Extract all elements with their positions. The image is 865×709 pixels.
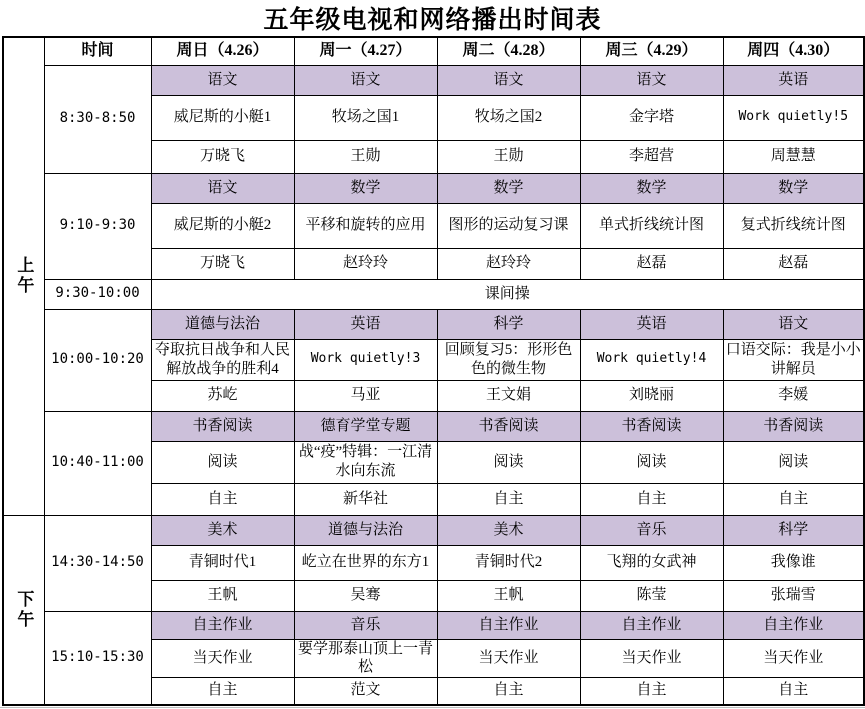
time-cell: 14:30-14:50: [44, 515, 151, 611]
teacher-cell: 新华社: [294, 483, 437, 515]
program-cell: 青铜时代2: [437, 545, 580, 580]
subject-cell: 语文: [151, 173, 294, 203]
subject-cell: 语文: [723, 309, 864, 339]
teacher-cell: 张瑞雪: [723, 580, 864, 611]
teacher-cell: 赵磊: [723, 248, 864, 279]
teacher-cell: 自主: [437, 678, 580, 705]
subject-row: [3, 65, 864, 95]
program-cell: 阅读: [723, 441, 864, 483]
header-row: [3, 37, 864, 65]
program-cell: 金字塔: [580, 95, 723, 140]
teacher-cell: 陈莹: [580, 580, 723, 611]
subject-cell: 书香阅读: [437, 411, 580, 441]
program-cell: 威尼斯的小艇2: [151, 203, 294, 248]
program-cell: 当天作业: [437, 639, 580, 678]
teacher-cell: 吴骞: [294, 580, 437, 611]
teacher-cell: 自主: [723, 483, 864, 515]
break-row: [3, 279, 864, 309]
subject-cell: 自主作业: [151, 611, 294, 639]
subject-cell: 道德与法治: [151, 309, 294, 339]
teacher-cell: 赵磊: [580, 248, 723, 279]
subject-cell: 书香阅读: [723, 411, 864, 441]
time-cell: 10:00-10:20: [44, 309, 151, 411]
subject-row: [3, 309, 864, 339]
teacher-cell: 李媛: [723, 380, 864, 411]
subject-cell: 书香阅读: [151, 411, 294, 441]
teacher-cell: 王勋: [437, 140, 580, 173]
teacher-cell: 范文: [294, 678, 437, 705]
teacher-cell: 王勋: [294, 140, 437, 173]
subject-row: [3, 173, 864, 203]
program-cell: 要学那泰山顶上一青松: [294, 639, 437, 678]
teacher-cell: 万晓飞: [151, 248, 294, 279]
subject-cell: 数学: [437, 173, 580, 203]
program-cell: 阅读: [437, 441, 580, 483]
subject-cell: 语文: [580, 65, 723, 95]
program-cell: 威尼斯的小艇1: [151, 95, 294, 140]
program-cell: Work quietly!4: [580, 339, 723, 380]
subject-cell: 德育学堂专题: [294, 411, 437, 441]
day-header-wed: 周三（4.29）: [580, 37, 723, 65]
program-cell: Work quietly!5: [723, 95, 864, 140]
program-cell: 我像谁: [723, 545, 864, 580]
teacher-cell: 自主: [580, 483, 723, 515]
subject-row: [3, 515, 864, 545]
subject-cell: 数学: [723, 173, 864, 203]
subject-cell: 语文: [437, 65, 580, 95]
program-cell: 牧场之国2: [437, 95, 580, 140]
break-cell: 课间操: [151, 279, 864, 309]
subject-cell: 语文: [294, 65, 437, 95]
day-header-thu: 周四（4.30）: [723, 37, 864, 65]
subject-row: [3, 611, 864, 639]
program-cell: 当天作业: [723, 639, 864, 678]
subject-cell: 英语: [723, 65, 864, 95]
time-cell: 15:10-15:30: [44, 611, 151, 705]
program-cell: 青铜时代1: [151, 545, 294, 580]
program-cell: 飞翔的女武神: [580, 545, 723, 580]
teacher-cell: 苏屹: [151, 380, 294, 411]
subject-cell: 美术: [151, 515, 294, 545]
teacher-cell: 自主: [580, 678, 723, 705]
teacher-cell: 王帆: [437, 580, 580, 611]
subject-cell: 音乐: [294, 611, 437, 639]
teacher-cell: 自主: [437, 483, 580, 515]
program-cell: 战“疫”特辑：一江清水向东流: [294, 441, 437, 483]
program-cell: 当天作业: [151, 639, 294, 678]
day-header-tue: 周二（4.28）: [437, 37, 580, 65]
teacher-cell: 自主: [723, 678, 864, 705]
time-cell: 8:30-8:50: [44, 65, 151, 173]
subject-cell: 语文: [151, 65, 294, 95]
day-header-mon: 周一（4.27）: [294, 37, 437, 65]
grid-line: [0, 707, 865, 708]
time-cell: 9:30-10:00: [44, 279, 151, 309]
afternoon-label: 下午: [3, 515, 44, 705]
subject-cell: 音乐: [580, 515, 723, 545]
time-cell: 10:40-11:00: [44, 411, 151, 515]
teacher-cell: 周慧慧: [723, 140, 864, 173]
teacher-cell: 赵玲玲: [294, 248, 437, 279]
subject-cell: 自主作业: [437, 611, 580, 639]
morning-label: 上午: [3, 37, 44, 515]
subject-cell: 美术: [437, 515, 580, 545]
program-cell: 图形的运动复习课: [437, 203, 580, 248]
teacher-cell: 王文娟: [437, 380, 580, 411]
program-cell: 复式折线统计图: [723, 203, 864, 248]
teacher-cell: 刘晓丽: [580, 380, 723, 411]
subject-row: [3, 411, 864, 441]
subject-cell: 数学: [294, 173, 437, 203]
teacher-cell: 李超营: [580, 140, 723, 173]
subject-cell: 英语: [294, 309, 437, 339]
time-cell: 9:10-9:30: [44, 173, 151, 279]
program-cell: 当天作业: [580, 639, 723, 678]
teacher-cell: 自主: [151, 483, 294, 515]
subject-cell: 科学: [723, 515, 864, 545]
subject-cell: 数学: [580, 173, 723, 203]
day-header-sun: 周日（4.26）: [151, 37, 294, 65]
program-cell: 牧场之国1: [294, 95, 437, 140]
subject-cell: 科学: [437, 309, 580, 339]
subject-cell: 自主作业: [580, 611, 723, 639]
page-title: 五年级电视和网络播出时间表: [263, 7, 602, 34]
program-cell: 回顾复习5：形形色色的微生物: [437, 339, 580, 380]
program-cell: 阅读: [151, 441, 294, 483]
title-bar: [0, 0, 865, 36]
teacher-cell: 马亚: [294, 380, 437, 411]
teacher-cell: 万晓飞: [151, 140, 294, 173]
program-cell: 夺取抗日战争和人民解放战争的胜利4: [151, 339, 294, 380]
teacher-cell: 王帆: [151, 580, 294, 611]
teacher-cell: 赵玲玲: [437, 248, 580, 279]
timetable: [2, 36, 865, 706]
program-cell: 阅读: [580, 441, 723, 483]
subject-cell: 道德与法治: [294, 515, 437, 545]
subject-cell: 英语: [580, 309, 723, 339]
program-cell: 平移和旋转的应用: [294, 203, 437, 248]
program-cell: 屹立在世界的东方1: [294, 545, 437, 580]
teacher-cell: 自主: [151, 678, 294, 705]
program-cell: 单式折线统计图: [580, 203, 723, 248]
time-header: 时间: [44, 37, 151, 65]
subject-cell: 自主作业: [723, 611, 864, 639]
program-cell: 口语交际：我是小小讲解员: [723, 339, 864, 380]
subject-cell: 书香阅读: [580, 411, 723, 441]
program-cell: Work quietly!3: [294, 339, 437, 380]
